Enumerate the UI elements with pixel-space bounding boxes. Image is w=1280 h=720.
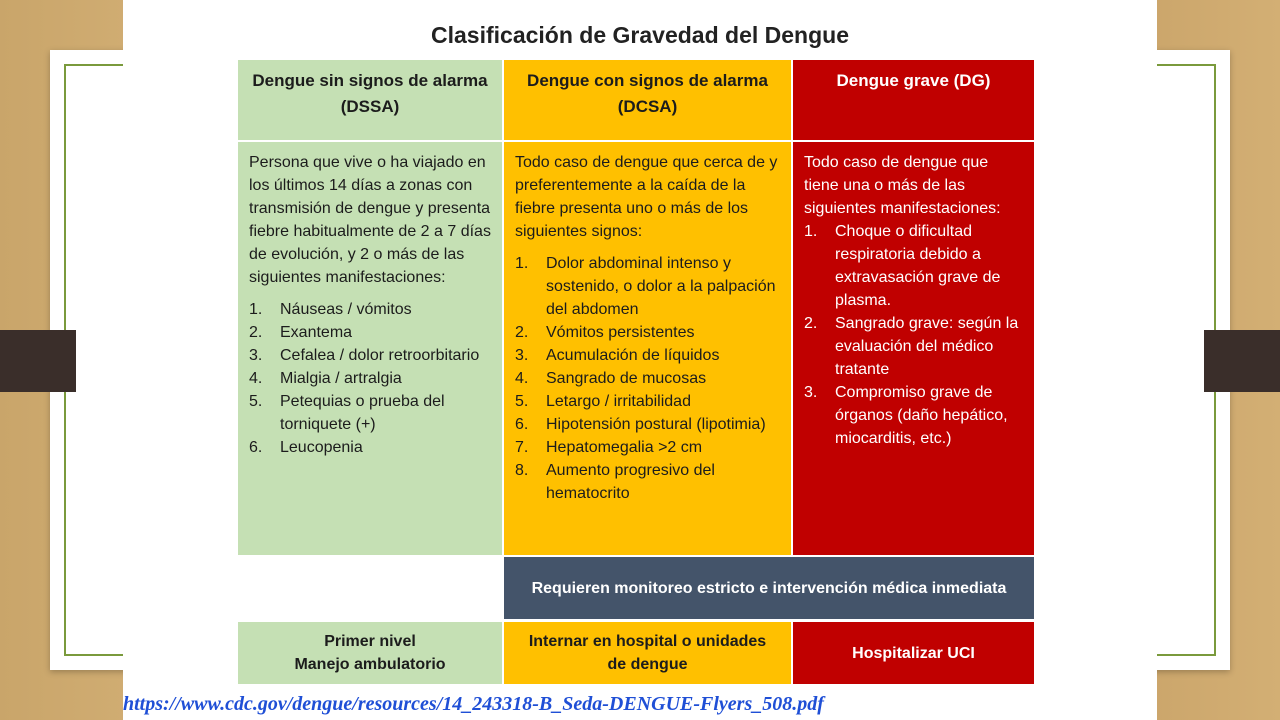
list-item: 7. Hepatomegalia >2 cm — [515, 439, 703, 456]
dssa-footer-line2: Manejo ambulatorio — [294, 656, 446, 673]
infographic-panel — [123, 0, 1157, 720]
page-title: Clasificación de Gravedad del Dengue — [431, 22, 849, 48]
dssa-footer — [238, 622, 502, 684]
list-item: 2. Sangrado grave: según la evaluación del médico tratante — [804, 315, 1019, 378]
monitoring-banner-text: Requieren monitoreo estricto e intervención médica inmediata — [531, 579, 1007, 597]
dg-footer-line1: Hospitalizar UCI — [852, 644, 975, 662]
list-item: 2. Vómitos persistentes — [515, 324, 695, 341]
dssa-body — [238, 142, 502, 555]
dcsa-header — [504, 60, 791, 140]
dcsa-footer-line2: de dengue — [607, 656, 688, 673]
dg-body — [793, 142, 1034, 555]
list-item: 6. Hipotensión postural (lipotimia) — [515, 416, 766, 433]
list-item: 1. Dolor abdominal intenso y sostenido, o dolor a la palpación del abdomen — [515, 255, 776, 318]
dssa-header — [238, 60, 502, 140]
list-item: 4. Sangrado de mucosas — [515, 370, 707, 387]
dcsa-footer — [504, 622, 791, 684]
list-item: 1. Náuseas / vómitos — [249, 301, 412, 318]
dcsa-footer-line1: Internar en hospital o unidades — [528, 633, 767, 650]
dcsa-list — [515, 252, 781, 505]
right-decor-tab — [1204, 330, 1280, 392]
list-item: 3. Cefalea / dolor retroorbitario — [249, 347, 480, 364]
dssa-intro: Persona que vive o ha viajado en los últimos 14 días a zonas con transmisión de dengue y presenta fiebre habitualmente de 2 a 7 días de evolución, y 2 o más de las siguientes manifestaciones: — [249, 154, 491, 286]
dcsa-intro: Todo caso de dengue que cerca de y preferentemente a la caída de la fiebre presenta uno o más de los siguientes signos: — [515, 154, 778, 240]
list-item: 3. Compromiso grave de órganos (daño hepático, miocarditis, etc.) — [804, 384, 1008, 447]
list-item: 8. Aumento progresivo del hematocrito — [515, 462, 715, 502]
dssa-list — [249, 298, 492, 459]
dcsa-header-line2: (DCSA) — [617, 97, 678, 116]
list-item: 4. Mialgia / artralgia — [249, 370, 402, 387]
left-decor-tab — [0, 330, 76, 392]
list-item: 5. Petequias o prueba del torniquete (+) — [249, 393, 445, 433]
list-item: 1. Choque o dificultad respiratoria debido a extravasación grave de plasma. — [804, 223, 1001, 309]
dssa-header-line2: (DSSA) — [340, 97, 400, 116]
list-item: 2. Exantema — [249, 324, 353, 341]
dg-intro: Todo caso de dengue que tiene una o más de las siguientes manifestaciones: — [804, 154, 1001, 217]
dcsa-header-line1: Dengue con signos de alarma — [527, 71, 768, 90]
dg-list — [804, 220, 1024, 450]
list-item: 3. Acumulación de líquidos — [515, 347, 720, 364]
list-item: 6. Leucopenia — [249, 439, 363, 456]
dg-header-line1: Dengue grave (DG) — [836, 71, 991, 90]
dssa-footer-line1: Primer nivel — [324, 633, 416, 650]
source-link[interactable]: https://www.cdc.gov/dengue/resources/14_243318-B_Seda-DENGUE-Flyers_508.pdf — [123, 693, 824, 715]
monitoring-banner — [504, 557, 1034, 619]
dg-footer — [793, 622, 1034, 684]
dg-header — [793, 60, 1034, 140]
dssa-header-line1: Dengue sin signos de alarma — [252, 71, 488, 90]
dcsa-body — [504, 142, 791, 555]
list-item: 5. Letargo / irritabilidad — [515, 393, 691, 410]
